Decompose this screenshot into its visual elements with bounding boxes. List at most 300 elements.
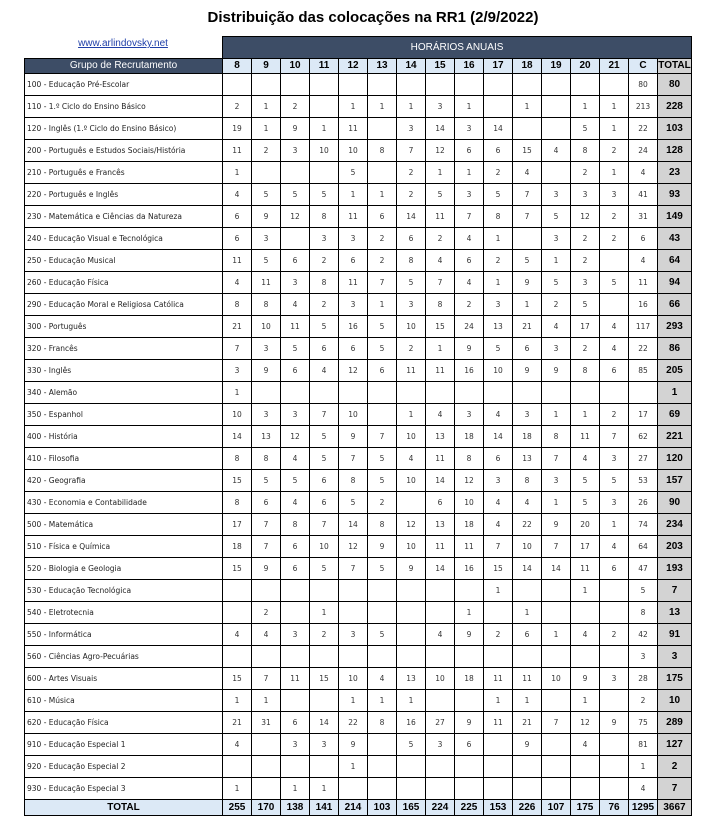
value-cell: 7 [542, 447, 571, 469]
value-cell: 5 [571, 491, 600, 513]
row-total-cell: 175 [658, 667, 692, 689]
value-cell: 3 [252, 337, 281, 359]
value-cell [484, 777, 513, 799]
value-cell: 2 [571, 227, 600, 249]
value-cell: 1 [397, 95, 426, 117]
value-cell: 15 [223, 557, 252, 579]
value-cell: 7 [397, 139, 426, 161]
value-cell: 10 [339, 667, 368, 689]
value-cell: 8 [223, 447, 252, 469]
value-cell: 21 [513, 711, 542, 733]
value-cell: 22 [629, 117, 658, 139]
value-cell: 1 [513, 689, 542, 711]
value-cell: 15 [223, 667, 252, 689]
value-cell: 62 [629, 425, 658, 447]
value-cell: 4 [484, 491, 513, 513]
value-cell [542, 601, 571, 623]
value-cell [513, 381, 542, 403]
value-cell: 4 [310, 359, 339, 381]
value-cell: 4 [426, 403, 455, 425]
value-cell: 3 [339, 623, 368, 645]
value-cell: 12 [426, 139, 455, 161]
value-cell [513, 777, 542, 799]
value-cell: 1 [339, 755, 368, 777]
row-label: 200 - Português e Estudos Sociais/História [25, 139, 223, 161]
value-cell: 1 [368, 95, 397, 117]
value-cell: 10 [513, 535, 542, 557]
column-header: 9 [252, 58, 281, 73]
value-cell [397, 645, 426, 667]
value-cell: 3 [455, 183, 484, 205]
value-cell [542, 117, 571, 139]
value-cell: 9 [542, 513, 571, 535]
value-cell: 3 [310, 227, 339, 249]
value-cell: 12 [397, 513, 426, 535]
value-cell: 9 [339, 733, 368, 755]
value-cell: 14 [426, 117, 455, 139]
row-label: 340 - Alemão [25, 381, 223, 403]
value-cell [426, 689, 455, 711]
value-cell: 4 [426, 623, 455, 645]
value-cell [339, 381, 368, 403]
value-cell: 1 [600, 95, 629, 117]
value-cell: 6 [281, 557, 310, 579]
row-total-cell: 289 [658, 711, 692, 733]
value-cell: 7 [513, 205, 542, 227]
value-cell: 8 [281, 513, 310, 535]
row-total-cell: 7 [658, 777, 692, 799]
value-cell [310, 73, 339, 95]
value-cell: 6 [484, 447, 513, 469]
value-cell: 8 [368, 711, 397, 733]
value-cell: 19 [223, 117, 252, 139]
value-cell: 26 [629, 491, 658, 513]
value-cell: 12 [339, 535, 368, 557]
value-cell: 5 [252, 469, 281, 491]
value-cell: 1 [397, 403, 426, 425]
row-label: 560 - Ciências Agro-Pecuárias [25, 645, 223, 667]
value-cell: 14 [397, 205, 426, 227]
value-cell: 5 [600, 271, 629, 293]
value-cell: 2 [310, 293, 339, 315]
column-header: 20 [571, 58, 600, 73]
value-cell: 11 [223, 139, 252, 161]
value-cell: 7 [252, 513, 281, 535]
value-cell [600, 777, 629, 799]
value-cell: 10 [397, 535, 426, 557]
value-cell [600, 73, 629, 95]
value-cell: 2 [629, 689, 658, 711]
value-cell: 10 [397, 469, 426, 491]
value-cell: 6 [484, 139, 513, 161]
value-cell: 1 [484, 227, 513, 249]
value-cell: 1 [339, 689, 368, 711]
value-cell: 5 [484, 337, 513, 359]
value-cell: 4 [600, 315, 629, 337]
value-cell: 5 [310, 557, 339, 579]
value-cell: 5 [542, 271, 571, 293]
value-cell [600, 249, 629, 271]
value-cell: 14 [542, 557, 571, 579]
value-cell: 14 [310, 711, 339, 733]
value-cell [223, 755, 252, 777]
value-cell: 1 [368, 689, 397, 711]
value-cell: 11 [252, 271, 281, 293]
table-row [25, 95, 692, 117]
value-cell: 3 [310, 733, 339, 755]
value-cell: 27 [426, 711, 455, 733]
value-cell: 7 [426, 271, 455, 293]
value-cell: 5 [397, 733, 426, 755]
value-cell [542, 381, 571, 403]
table-row [25, 359, 692, 381]
value-cell [310, 645, 339, 667]
column-header: 18 [513, 58, 542, 73]
value-cell: 4 [455, 227, 484, 249]
value-cell [252, 777, 281, 799]
value-cell [542, 777, 571, 799]
value-cell: 8 [223, 491, 252, 513]
value-cell: 6 [455, 139, 484, 161]
table-row [25, 139, 692, 161]
value-cell: 5 [281, 469, 310, 491]
value-cell: 11 [339, 205, 368, 227]
table-row [25, 667, 692, 689]
value-cell: 18 [455, 425, 484, 447]
website-link[interactable]: www.arlindovsky.net [78, 38, 168, 49]
row-total-cell: 94 [658, 271, 692, 293]
column-total-cell: 1295 [629, 799, 658, 815]
value-cell [339, 579, 368, 601]
value-cell: 17 [571, 535, 600, 557]
value-cell: 8 [368, 139, 397, 161]
value-cell: 3 [223, 359, 252, 381]
value-cell [397, 777, 426, 799]
row-label: 220 - Português e Inglês [25, 183, 223, 205]
row-total-cell: 128 [658, 139, 692, 161]
value-cell: 6 [281, 711, 310, 733]
value-cell: 10 [455, 491, 484, 513]
value-cell [368, 777, 397, 799]
value-cell: 7 [600, 425, 629, 447]
value-cell [397, 755, 426, 777]
table-body [25, 73, 692, 815]
row-total-cell: 157 [658, 469, 692, 491]
table-row [25, 777, 692, 799]
value-cell [600, 645, 629, 667]
value-cell: 2 [484, 161, 513, 183]
value-cell [426, 381, 455, 403]
value-cell: 8 [571, 359, 600, 381]
value-cell: 1 [513, 95, 542, 117]
value-cell: 15 [426, 315, 455, 337]
value-cell [455, 777, 484, 799]
column-total-cell: 76 [600, 799, 629, 815]
row-label: 210 - Português e Francês [25, 161, 223, 183]
value-cell [339, 777, 368, 799]
value-cell: 15 [513, 139, 542, 161]
value-cell: 28 [629, 667, 658, 689]
table-row [25, 227, 692, 249]
value-cell: 7 [455, 205, 484, 227]
value-cell: 213 [629, 95, 658, 117]
table-row [25, 293, 692, 315]
value-cell [339, 601, 368, 623]
value-cell: 7 [484, 535, 513, 557]
value-cell: 16 [397, 711, 426, 733]
value-cell: 8 [252, 447, 281, 469]
total-row [25, 799, 692, 815]
row-label: 610 - Música [25, 689, 223, 711]
column-total-cell: 225 [455, 799, 484, 815]
value-cell: 12 [455, 469, 484, 491]
value-cell: 7 [542, 535, 571, 557]
value-cell [223, 645, 252, 667]
value-cell: 5 [629, 579, 658, 601]
value-cell: 10 [339, 403, 368, 425]
value-cell: 1 [223, 381, 252, 403]
value-cell [542, 689, 571, 711]
column-header: 10 [281, 58, 310, 73]
value-cell: 8 [513, 469, 542, 491]
column-total-cell: 226 [513, 799, 542, 815]
value-cell: 5 [281, 337, 310, 359]
value-cell: 74 [629, 513, 658, 535]
value-cell: 11 [339, 117, 368, 139]
value-cell: 24 [455, 315, 484, 337]
row-total-cell: 80 [658, 73, 692, 95]
row-total-cell: 234 [658, 513, 692, 535]
value-cell: 31 [629, 205, 658, 227]
row-label: 120 - Inglês (1.º Ciclo do Ensino Básico) [25, 117, 223, 139]
value-cell [368, 73, 397, 95]
value-cell: 4 [629, 777, 658, 799]
column-header: 12 [339, 58, 368, 73]
value-cell: 1 [426, 161, 455, 183]
value-cell [368, 755, 397, 777]
value-cell [513, 117, 542, 139]
row-total-cell: 2 [658, 755, 692, 777]
value-cell: 2 [310, 623, 339, 645]
value-cell: 15 [223, 469, 252, 491]
value-cell: 2 [397, 161, 426, 183]
value-cell: 9 [455, 337, 484, 359]
value-cell: 5 [310, 447, 339, 469]
value-cell: 2 [484, 623, 513, 645]
link-cell [25, 37, 223, 59]
column-total-cell: 165 [397, 799, 426, 815]
value-cell: 8 [629, 601, 658, 623]
table-row [25, 161, 692, 183]
value-cell: 8 [310, 271, 339, 293]
value-cell: 3 [281, 139, 310, 161]
row-label: 330 - Inglês [25, 359, 223, 381]
value-cell: 3 [252, 227, 281, 249]
value-cell: 9 [571, 667, 600, 689]
value-cell [542, 733, 571, 755]
value-cell [513, 755, 542, 777]
table-row [25, 557, 692, 579]
value-cell [281, 689, 310, 711]
value-cell: 10 [310, 535, 339, 557]
value-cell: 1 [455, 161, 484, 183]
value-cell [310, 755, 339, 777]
value-cell: 4 [571, 733, 600, 755]
value-cell: 6 [426, 491, 455, 513]
value-cell: 6 [310, 337, 339, 359]
value-cell: 6 [629, 227, 658, 249]
value-cell [310, 95, 339, 117]
value-cell: 3 [542, 469, 571, 491]
row-total-cell: 91 [658, 623, 692, 645]
value-cell: 12 [571, 205, 600, 227]
value-cell [455, 381, 484, 403]
value-cell: 5 [571, 117, 600, 139]
value-cell: 11 [223, 249, 252, 271]
value-cell [571, 755, 600, 777]
table-row [25, 447, 692, 469]
row-label: 250 - Educação Musical [25, 249, 223, 271]
value-cell: 1 [571, 95, 600, 117]
value-cell: 5 [571, 293, 600, 315]
row-label: 400 - História [25, 425, 223, 447]
row-label: 510 - Física e Química [25, 535, 223, 557]
value-cell: 1 [542, 623, 571, 645]
table-row [25, 711, 692, 733]
value-cell: 1 [542, 249, 571, 271]
value-cell [484, 601, 513, 623]
column-header: TOTAL [658, 60, 691, 71]
value-cell [600, 381, 629, 403]
row-total-cell: 69 [658, 403, 692, 425]
value-cell: 3 [252, 403, 281, 425]
value-cell [600, 579, 629, 601]
value-cell: 9 [397, 557, 426, 579]
column-header: 21 [600, 58, 629, 73]
value-cell: 14 [426, 469, 455, 491]
row-total-cell: 13 [658, 601, 692, 623]
value-cell [252, 381, 281, 403]
value-cell: 4 [455, 271, 484, 293]
value-cell: 2 [542, 293, 571, 315]
value-cell: 2 [571, 161, 600, 183]
value-cell [600, 689, 629, 711]
row-total-cell: 90 [658, 491, 692, 513]
row-label: 930 - Educação Especial 3 [25, 777, 223, 799]
value-cell [310, 161, 339, 183]
value-cell: 3 [426, 95, 455, 117]
value-cell: 1 [310, 777, 339, 799]
column-header: 16 [455, 58, 484, 73]
value-cell: 10 [397, 425, 426, 447]
column-header: 11 [310, 58, 339, 73]
value-cell [281, 755, 310, 777]
value-cell: 3 [339, 293, 368, 315]
value-cell: 5 [368, 469, 397, 491]
value-cell [571, 645, 600, 667]
value-cell: 20 [571, 513, 600, 535]
row-total-cell: 93 [658, 183, 692, 205]
value-cell: 4 [513, 161, 542, 183]
value-cell [223, 579, 252, 601]
value-cell: 2 [281, 95, 310, 117]
value-cell: 5 [310, 315, 339, 337]
value-cell: 21 [513, 315, 542, 337]
value-cell: 9 [339, 425, 368, 447]
value-cell [368, 733, 397, 755]
value-cell: 11 [281, 315, 310, 337]
value-cell: 22 [629, 337, 658, 359]
value-cell: 3 [629, 645, 658, 667]
value-cell: 3 [513, 403, 542, 425]
value-cell: 5 [368, 623, 397, 645]
value-cell: 3 [426, 733, 455, 755]
value-cell: 12 [571, 711, 600, 733]
value-cell: 5 [310, 425, 339, 447]
value-cell: 5 [513, 249, 542, 271]
column-total-cell: 170 [252, 799, 281, 815]
value-cell: 7 [513, 183, 542, 205]
table-row [25, 315, 692, 337]
value-cell: 1 [600, 161, 629, 183]
value-cell: 2 [571, 337, 600, 359]
column-total-cell: 107 [542, 799, 571, 815]
value-cell: 1 [252, 117, 281, 139]
value-cell [542, 73, 571, 95]
value-cell [368, 403, 397, 425]
value-cell: 3 [397, 117, 426, 139]
value-cell: 1 [223, 161, 252, 183]
value-cell: 4 [223, 623, 252, 645]
row-label: 530 - Educação Tecnológica [25, 579, 223, 601]
column-total-cell: 153 [484, 799, 513, 815]
value-cell [310, 381, 339, 403]
row-label: 620 - Educação Física [25, 711, 223, 733]
value-cell: 4 [600, 535, 629, 557]
value-cell: 16 [629, 293, 658, 315]
table-row [25, 249, 692, 271]
row-total-cell: 193 [658, 557, 692, 579]
value-cell [455, 645, 484, 667]
value-cell: 8 [310, 205, 339, 227]
value-cell: 9 [542, 359, 571, 381]
value-cell: 47 [629, 557, 658, 579]
row-label: 500 - Matemática [25, 513, 223, 535]
value-cell: 12 [281, 425, 310, 447]
value-cell [629, 381, 658, 403]
value-cell: 10 [339, 139, 368, 161]
value-cell: 16 [339, 315, 368, 337]
value-cell: 4 [397, 447, 426, 469]
value-cell: 11 [397, 359, 426, 381]
value-cell: 9 [368, 535, 397, 557]
value-cell [281, 645, 310, 667]
table-row [25, 733, 692, 755]
row-label: 290 - Educação Moral e Religiosa Católica [25, 293, 223, 315]
value-cell: 6 [455, 733, 484, 755]
value-cell: 5 [252, 249, 281, 271]
value-cell: 11 [571, 557, 600, 579]
value-cell [484, 73, 513, 95]
column-total-cell: 214 [339, 799, 368, 815]
value-cell: 7 [310, 513, 339, 535]
value-cell: 5 [600, 469, 629, 491]
value-cell: 12 [281, 205, 310, 227]
value-cell: 5 [484, 183, 513, 205]
value-cell: 1 [513, 601, 542, 623]
value-cell [600, 601, 629, 623]
value-cell: 1 [484, 579, 513, 601]
